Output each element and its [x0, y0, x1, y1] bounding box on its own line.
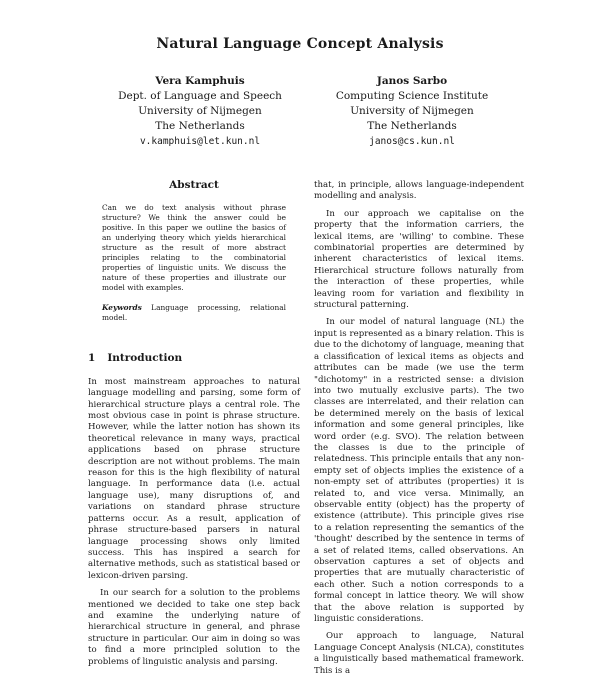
intro-paragraph-1: In most mainstream approaches to natural language modelling and parsing, some form of hierarchical structure plays a central role. The most obvious case in point is phrase structure. However, while the latter notion has shown its theoretical relevance in many ways, practical applications based on phrase structure description are not without problems. The main reason for this is the high flexibility of natural language. In performance data (i.e. actual language use), many disruptions of, and variations on standard phrase structure patterns occur. As a result, application of phrase structure-based parsers in natural language processing shows only limited success. This has inspired a search for alternative methods, such as statistical based or lexicon-driven parsing.: [88, 376, 300, 581]
author-department: Dept. of Language and Speech: [118, 90, 282, 102]
right-paragraph-2: In our approach we capitalise on the property that the information carriers, the lexical items, are 'willing' to combine. These combinatorial properties are determined by inherent characteristics of lexical items. Hierarchical structure follows naturally from the interaction of these properties, while leaving room for variation and flexibility in structural patterning.: [314, 208, 524, 311]
author-country: The Netherlands: [367, 120, 457, 132]
right-column: [314, 180, 524, 683]
section-title: Introduction: [107, 352, 183, 365]
author-institution: University of Nijmegen: [350, 105, 474, 117]
keywords-label: Keywords: [102, 303, 142, 313]
author-department: Computing Science Institute: [335, 90, 489, 102]
right-paragraph-1: that, in principle, allows language-independent modelling and analysis.: [314, 180, 524, 202]
keywords-text: Language processing, relational model.: [102, 303, 287, 323]
abstract-heading: Abstract: [169, 179, 219, 191]
author-email[interactable]: v.kamphuis@let.kun.nl: [139, 136, 261, 147]
paper-title: Natural Language Concept Analysis: [156, 36, 444, 52]
section-heading-introduction: [88, 353, 300, 364]
author-country: The Netherlands: [155, 120, 245, 132]
author-block-1: [100, 74, 300, 149]
author-block-2: [312, 74, 512, 149]
author-institution: University of Nijmegen: [138, 105, 262, 117]
right-paragraph-3: In our model of natural language (NL) the input is represented as a binary relation. This is due to the dichotomy of language, meaning that a classification of lexical items as objects and attributes can be made (we use the term "dichotomy" in a restricted sense: a division into two mutually exclusive parts). The two classes are interrelated, and their relation can be determined merely on the basis of lexical information and some general principles, like word order (e.g. SVO). The relation between the classes is due to the principle of relatedness. This principle entails that any non-empty set of objects implies the existence of a non-empty set of attributes (properties) it is related to, and vice versa. Minimally, an observable entity (object) has the property of existence (attribute). This principle gives rise to a relation representing the semantics of the 'thought' described by the sentence in terms of a set of related items, called observations. An observation captures a set of objects and properties that are mutually characteristic of each other. Such a notion corresponds to a formal concept in lattice theory. We will show that the above relation is supported by linguistic considerations.: [314, 317, 524, 625]
author-name: Janos Sarbo: [376, 75, 448, 87]
keywords: [102, 303, 286, 323]
author-email[interactable]: janos@cs.kun.nl: [369, 136, 455, 147]
right-paragraph-4: Our approach to language, Natural Language Concept Analysis (NLCA), constitutes a linguistically based mathematical framework. This is a: [314, 631, 524, 676]
intro-paragraph-2: In our search for a solution to the problems mentioned we decided to take one step back and examine the underlying nature of hierarchical structure in general, and phrase structure in particular. Our aim in doing so was to find a more principled solution to the problems of linguistic analysis and parsing.: [88, 588, 300, 667]
section-number: 1: [88, 352, 96, 365]
author-name: Vera Kamphuis: [155, 75, 245, 87]
abstract-text: Can we do text analysis without phrase structure? We think the answer could be positive. In this paper we outline the basics of an underlying theory which yields hierarchical structure as the result of more abstract principles relating to the combinatorial properties of linguistic units. We discuss the nature of these properties and illustrate our model with examples.: [102, 203, 286, 293]
